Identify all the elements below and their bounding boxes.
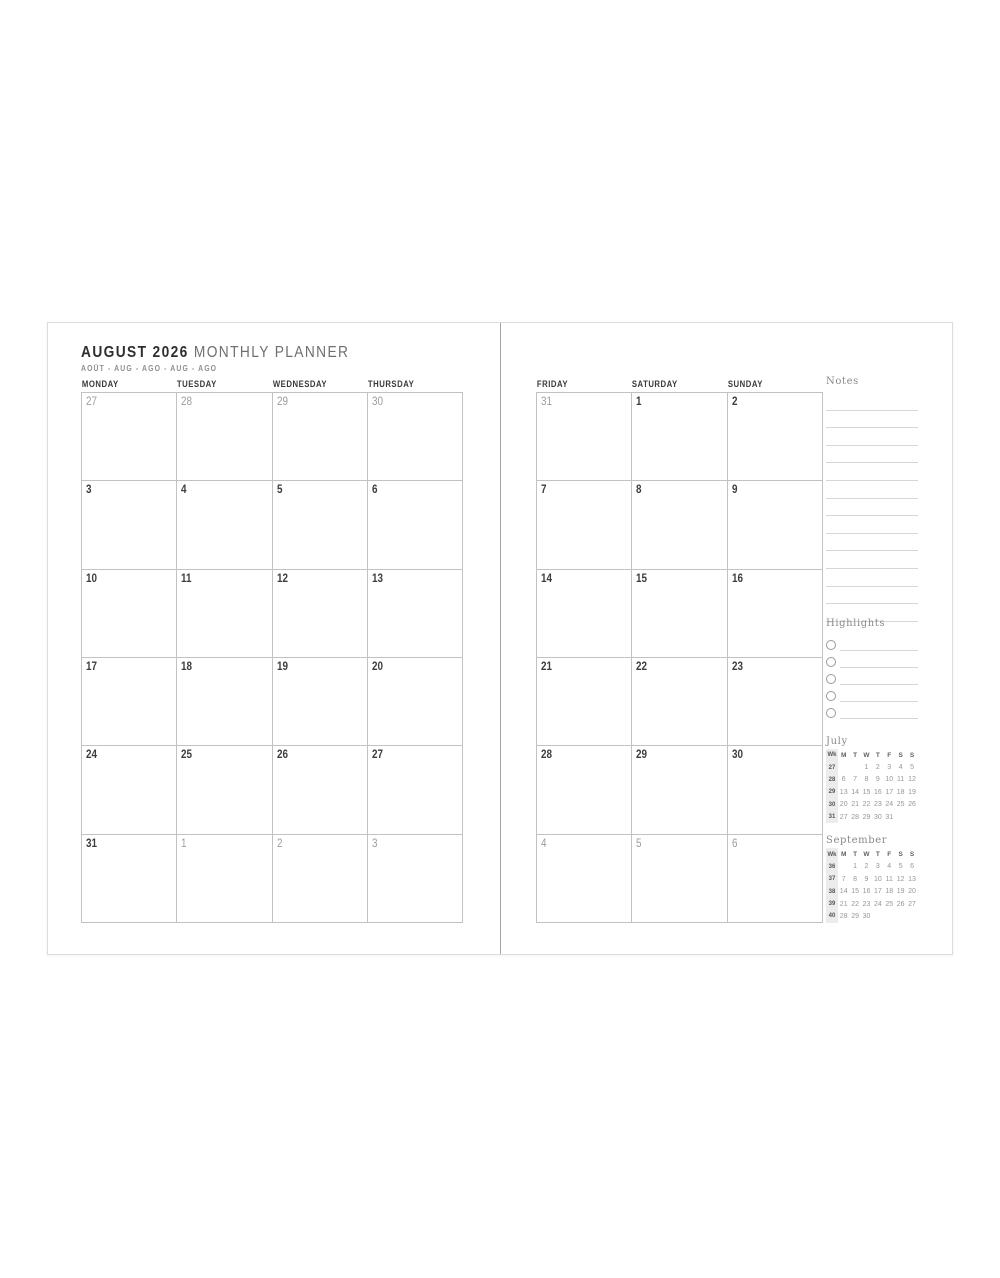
date-number: 3 (86, 484, 92, 497)
date-number: 4 (181, 484, 187, 497)
date-number: 6 (371, 484, 378, 497)
date-number: 16 (731, 572, 743, 585)
day-cell (728, 746, 823, 834)
day-cell (177, 746, 272, 834)
date-number: 24 (86, 749, 98, 762)
highlight-circle-icon (826, 708, 836, 718)
date-number: 14 (541, 572, 553, 585)
day-header-label: SUNDAY (727, 379, 763, 389)
notes-line (826, 569, 918, 587)
mini-cal-day: 9 (875, 776, 880, 784)
day-header (631, 379, 726, 389)
notes-line (826, 428, 918, 446)
day-cell (368, 570, 463, 658)
mini-cal-day: 4 (898, 764, 903, 772)
mini-cal-day: 17 (873, 888, 882, 896)
mini-calendar-grid (826, 848, 918, 922)
date-number: 2 (276, 837, 283, 850)
date-number: 26 (276, 749, 288, 762)
right-day-headers (536, 379, 822, 389)
mini-cal-day: 20 (908, 888, 916, 896)
mini-cal-day: 15 (851, 888, 859, 896)
mini-cal-week-number: 38 (826, 886, 838, 898)
mini-cal-day: 25 (885, 900, 894, 908)
highlight-line (840, 684, 918, 702)
mini-cal-day: 2 (864, 863, 869, 871)
mini-cal-day: 3 (887, 764, 892, 772)
day-cell (632, 481, 727, 569)
mini-cal-day: 6 (841, 776, 846, 784)
day-cell (177, 481, 272, 569)
mini-cal-day: 29 (862, 813, 871, 821)
highlight-circle-icon (826, 657, 836, 667)
mini-cal-week-number: 29 (826, 786, 838, 798)
day-cell (273, 746, 368, 834)
mini-cal-week-number: 36 (826, 861, 838, 873)
day-header (367, 379, 462, 389)
mini-cal-day: 16 (873, 788, 882, 796)
day-cell (273, 835, 368, 923)
mini-calendar-title: July (826, 736, 848, 747)
mini-cal-day: 21 (851, 801, 859, 809)
notes-line (826, 393, 918, 411)
date-number: 21 (541, 661, 553, 673)
mini-cal-day: 10 (873, 875, 882, 883)
day-header (536, 379, 631, 389)
day-cell (82, 481, 177, 569)
mini-cal-day: 28 (839, 912, 848, 920)
day-cell (728, 658, 823, 746)
mini-cal-day: 7 (841, 875, 846, 883)
mini-cal-day: 16 (862, 888, 871, 896)
mini-calendar (826, 736, 918, 823)
mini-cal-day: 22 (851, 900, 859, 908)
mini-cal-week-col-label: Wk (826, 749, 838, 761)
day-header-label: SATURDAY (632, 379, 679, 389)
day-cell (537, 570, 632, 658)
mini-cal-day-header: W (863, 751, 870, 759)
mini-cal-day: 1 (864, 764, 869, 772)
day-header-label: WEDNESDAY (272, 379, 327, 389)
highlight-row (826, 651, 918, 668)
mini-cal-day: 5 (910, 764, 914, 772)
mini-cal-day: 19 (908, 788, 916, 796)
notes-line (826, 446, 918, 464)
day-cell (273, 570, 368, 658)
date-number: 5 (636, 837, 642, 850)
day-cell (177, 658, 272, 746)
mini-cal-day: 12 (908, 776, 916, 784)
date-number: 12 (276, 572, 288, 585)
date-number: 9 (731, 484, 738, 497)
day-cell (632, 393, 727, 481)
mini-cal-week-number: 40 (826, 910, 838, 922)
day-cell (82, 746, 177, 834)
highlight-row (826, 634, 918, 651)
mini-cal-day: 27 (908, 900, 916, 908)
mini-cal-day: 15 (862, 788, 871, 796)
day-cell (632, 746, 727, 834)
date-number: 17 (86, 661, 98, 673)
mini-cal-day-header: S (909, 751, 915, 759)
mini-cal-day-header: T (853, 751, 858, 759)
mini-calendar (826, 835, 918, 922)
notes-line (826, 499, 918, 517)
date-number: 30 (371, 396, 383, 408)
day-cell (632, 835, 727, 923)
mini-cal-day-header: S (898, 851, 903, 859)
day-cell (368, 481, 463, 569)
sidebar (826, 323, 918, 954)
notes-line (826, 587, 918, 605)
mini-cal-day-header: T (853, 851, 858, 859)
date-number: 2 (731, 396, 738, 408)
mini-cal-day: 3 (875, 863, 880, 871)
day-cell (368, 746, 463, 834)
mini-cal-week-number: 27 (826, 761, 838, 773)
mini-calendars (826, 736, 918, 935)
day-header-label: MONDAY (81, 379, 119, 389)
mini-cal-day: 22 (862, 801, 871, 809)
mini-cal-day-header: F (887, 851, 892, 859)
month-title-month: AUGUST 2026 (81, 344, 189, 361)
day-cell (537, 481, 632, 569)
mini-cal-day: 26 (908, 801, 916, 809)
mini-cal-day: 20 (839, 801, 848, 809)
mini-cal-day: 26 (896, 900, 905, 908)
notes-line (826, 411, 918, 429)
notes-section (826, 393, 918, 622)
date-number: 19 (276, 661, 288, 673)
mini-cal-day: 27 (839, 813, 848, 821)
mini-cal-day: 14 (851, 788, 859, 796)
day-cell (537, 746, 632, 834)
date-number: 22 (636, 661, 648, 673)
mini-cal-day: 17 (885, 788, 894, 796)
mini-cal-day: 19 (896, 888, 905, 896)
highlight-row (826, 685, 918, 702)
mini-cal-day: 12 (896, 875, 905, 883)
day-header (81, 379, 176, 389)
day-cell (728, 835, 823, 923)
mini-cal-day: 24 (873, 900, 882, 908)
date-number: 30 (731, 749, 743, 762)
day-cell (273, 658, 368, 746)
day-cell (537, 393, 632, 481)
mini-cal-day: 11 (897, 776, 905, 784)
date-number: 7 (541, 484, 547, 497)
mini-cal-day: 8 (864, 776, 869, 784)
day-cell (728, 570, 823, 658)
mini-cal-day: 28 (851, 813, 859, 821)
notes-line (826, 481, 918, 499)
date-number: 10 (86, 572, 98, 585)
mini-cal-day: 23 (862, 900, 871, 908)
page-spine (500, 323, 501, 954)
highlights-label: Highlights (826, 618, 886, 629)
mini-cal-week-col-label: Wk (826, 848, 838, 860)
day-cell (82, 835, 177, 923)
day-cell (177, 570, 272, 658)
notes-line (826, 463, 918, 481)
highlight-row (826, 668, 918, 685)
mini-cal-day: 1 (853, 863, 858, 871)
mini-cal-day: 18 (885, 888, 894, 896)
date-number: 28 (541, 749, 553, 762)
highlight-line (840, 701, 918, 719)
mini-cal-day: 7 (853, 776, 858, 784)
day-cell (728, 393, 823, 481)
mini-cal-day-header: T (875, 751, 880, 759)
day-header (727, 379, 822, 389)
mini-cal-day: 13 (839, 788, 848, 796)
day-cell (177, 393, 272, 481)
mini-calendar-title: September (826, 835, 888, 847)
notes-line (826, 516, 918, 534)
date-number: 13 (371, 572, 383, 585)
mini-cal-day: 5 (898, 863, 903, 871)
highlight-line (840, 667, 918, 685)
mini-cal-day: 4 (887, 863, 892, 871)
mini-cal-day: 23 (873, 801, 882, 809)
date-number: 27 (86, 396, 98, 408)
month-subtitle: AOÛT - AUG - AGO - AUG - AGO (81, 364, 218, 373)
mini-cal-week-number: 30 (826, 799, 838, 811)
day-cell (632, 658, 727, 746)
mini-cal-day: 18 (896, 788, 905, 796)
highlight-line (840, 633, 918, 651)
notes-line (826, 551, 918, 569)
mini-cal-day-header: M (840, 851, 847, 859)
day-header-label: TUESDAY (177, 379, 218, 389)
mini-cal-day: 9 (864, 875, 869, 883)
day-cell (632, 570, 727, 658)
mini-cal-day: 25 (896, 801, 905, 809)
mini-calendar-grid (826, 749, 918, 823)
mini-cal-day: 30 (862, 912, 871, 920)
highlight-circle-icon (826, 640, 836, 650)
highlights-section (826, 634, 918, 719)
day-cell (82, 658, 177, 746)
left-day-headers (81, 379, 462, 389)
date-number: 28 (181, 396, 193, 408)
highlight-line (840, 650, 918, 668)
date-number: 5 (276, 484, 283, 497)
date-number: 23 (731, 661, 743, 673)
date-number: 11 (181, 572, 192, 585)
mini-cal-day: 13 (908, 875, 916, 883)
date-number: 4 (541, 837, 547, 850)
date-number: 29 (276, 396, 288, 408)
date-number: 18 (181, 661, 193, 673)
day-cell (82, 393, 177, 481)
date-number: 1 (636, 396, 642, 408)
date-number: 1 (181, 837, 187, 850)
mini-cal-day: 2 (875, 764, 880, 772)
date-number: 3 (371, 837, 378, 850)
day-cell (82, 570, 177, 658)
day-cell (728, 481, 823, 569)
date-number: 8 (636, 484, 642, 497)
date-number: 6 (731, 837, 738, 850)
day-cell (273, 481, 368, 569)
mini-cal-week-number: 31 (826, 811, 838, 823)
mini-cal-day-header: T (875, 851, 880, 859)
day-cell (273, 393, 368, 481)
mini-cal-day: 21 (839, 900, 848, 908)
right-month-grid (536, 392, 823, 923)
month-title (81, 344, 393, 362)
mini-cal-day-header: S (898, 751, 903, 759)
day-header-label: FRIDAY (536, 379, 569, 389)
day-cell (368, 835, 463, 923)
day-cell (537, 835, 632, 923)
day-cell (368, 658, 463, 746)
mini-cal-day: 29 (851, 912, 859, 920)
date-number: 31 (541, 396, 553, 408)
highlight-circle-icon (826, 691, 836, 701)
mini-cal-day: 24 (885, 801, 894, 809)
date-number: 29 (636, 749, 648, 762)
day-cell (177, 835, 272, 923)
mini-cal-day: 30 (873, 813, 882, 821)
notes-label: Notes (826, 376, 859, 387)
mini-cal-day: 14 (839, 888, 848, 896)
mini-cal-day-header: W (863, 851, 870, 859)
mini-cal-day: 11 (885, 875, 893, 883)
month-title-type: MONTHLY PLANNER (193, 344, 350, 361)
mini-cal-day: 8 (853, 875, 858, 883)
date-number: 31 (86, 837, 98, 850)
mini-cal-day-header: S (909, 851, 915, 859)
day-cell (537, 658, 632, 746)
date-number: 25 (181, 749, 193, 762)
notes-line (826, 534, 918, 552)
highlight-row (826, 702, 918, 719)
day-cell (368, 393, 463, 481)
mini-cal-day: 31 (885, 813, 894, 821)
planner-spread (47, 322, 953, 955)
mini-cal-day-header: M (840, 751, 847, 759)
date-number: 15 (636, 572, 648, 585)
date-number: 27 (371, 749, 383, 762)
highlight-circle-icon (826, 674, 836, 684)
mini-cal-week-number: 37 (826, 873, 838, 885)
mini-cal-day: 10 (885, 776, 894, 784)
day-header-label: THURSDAY (367, 379, 415, 389)
day-header (176, 379, 271, 389)
date-number: 20 (371, 661, 383, 673)
mini-cal-day-header: F (887, 751, 892, 759)
mini-cal-day: 6 (910, 863, 914, 871)
left-month-grid (81, 392, 463, 923)
mini-cal-week-number: 28 (826, 774, 838, 786)
day-header (272, 379, 367, 389)
mini-cal-week-number: 39 (826, 898, 838, 910)
